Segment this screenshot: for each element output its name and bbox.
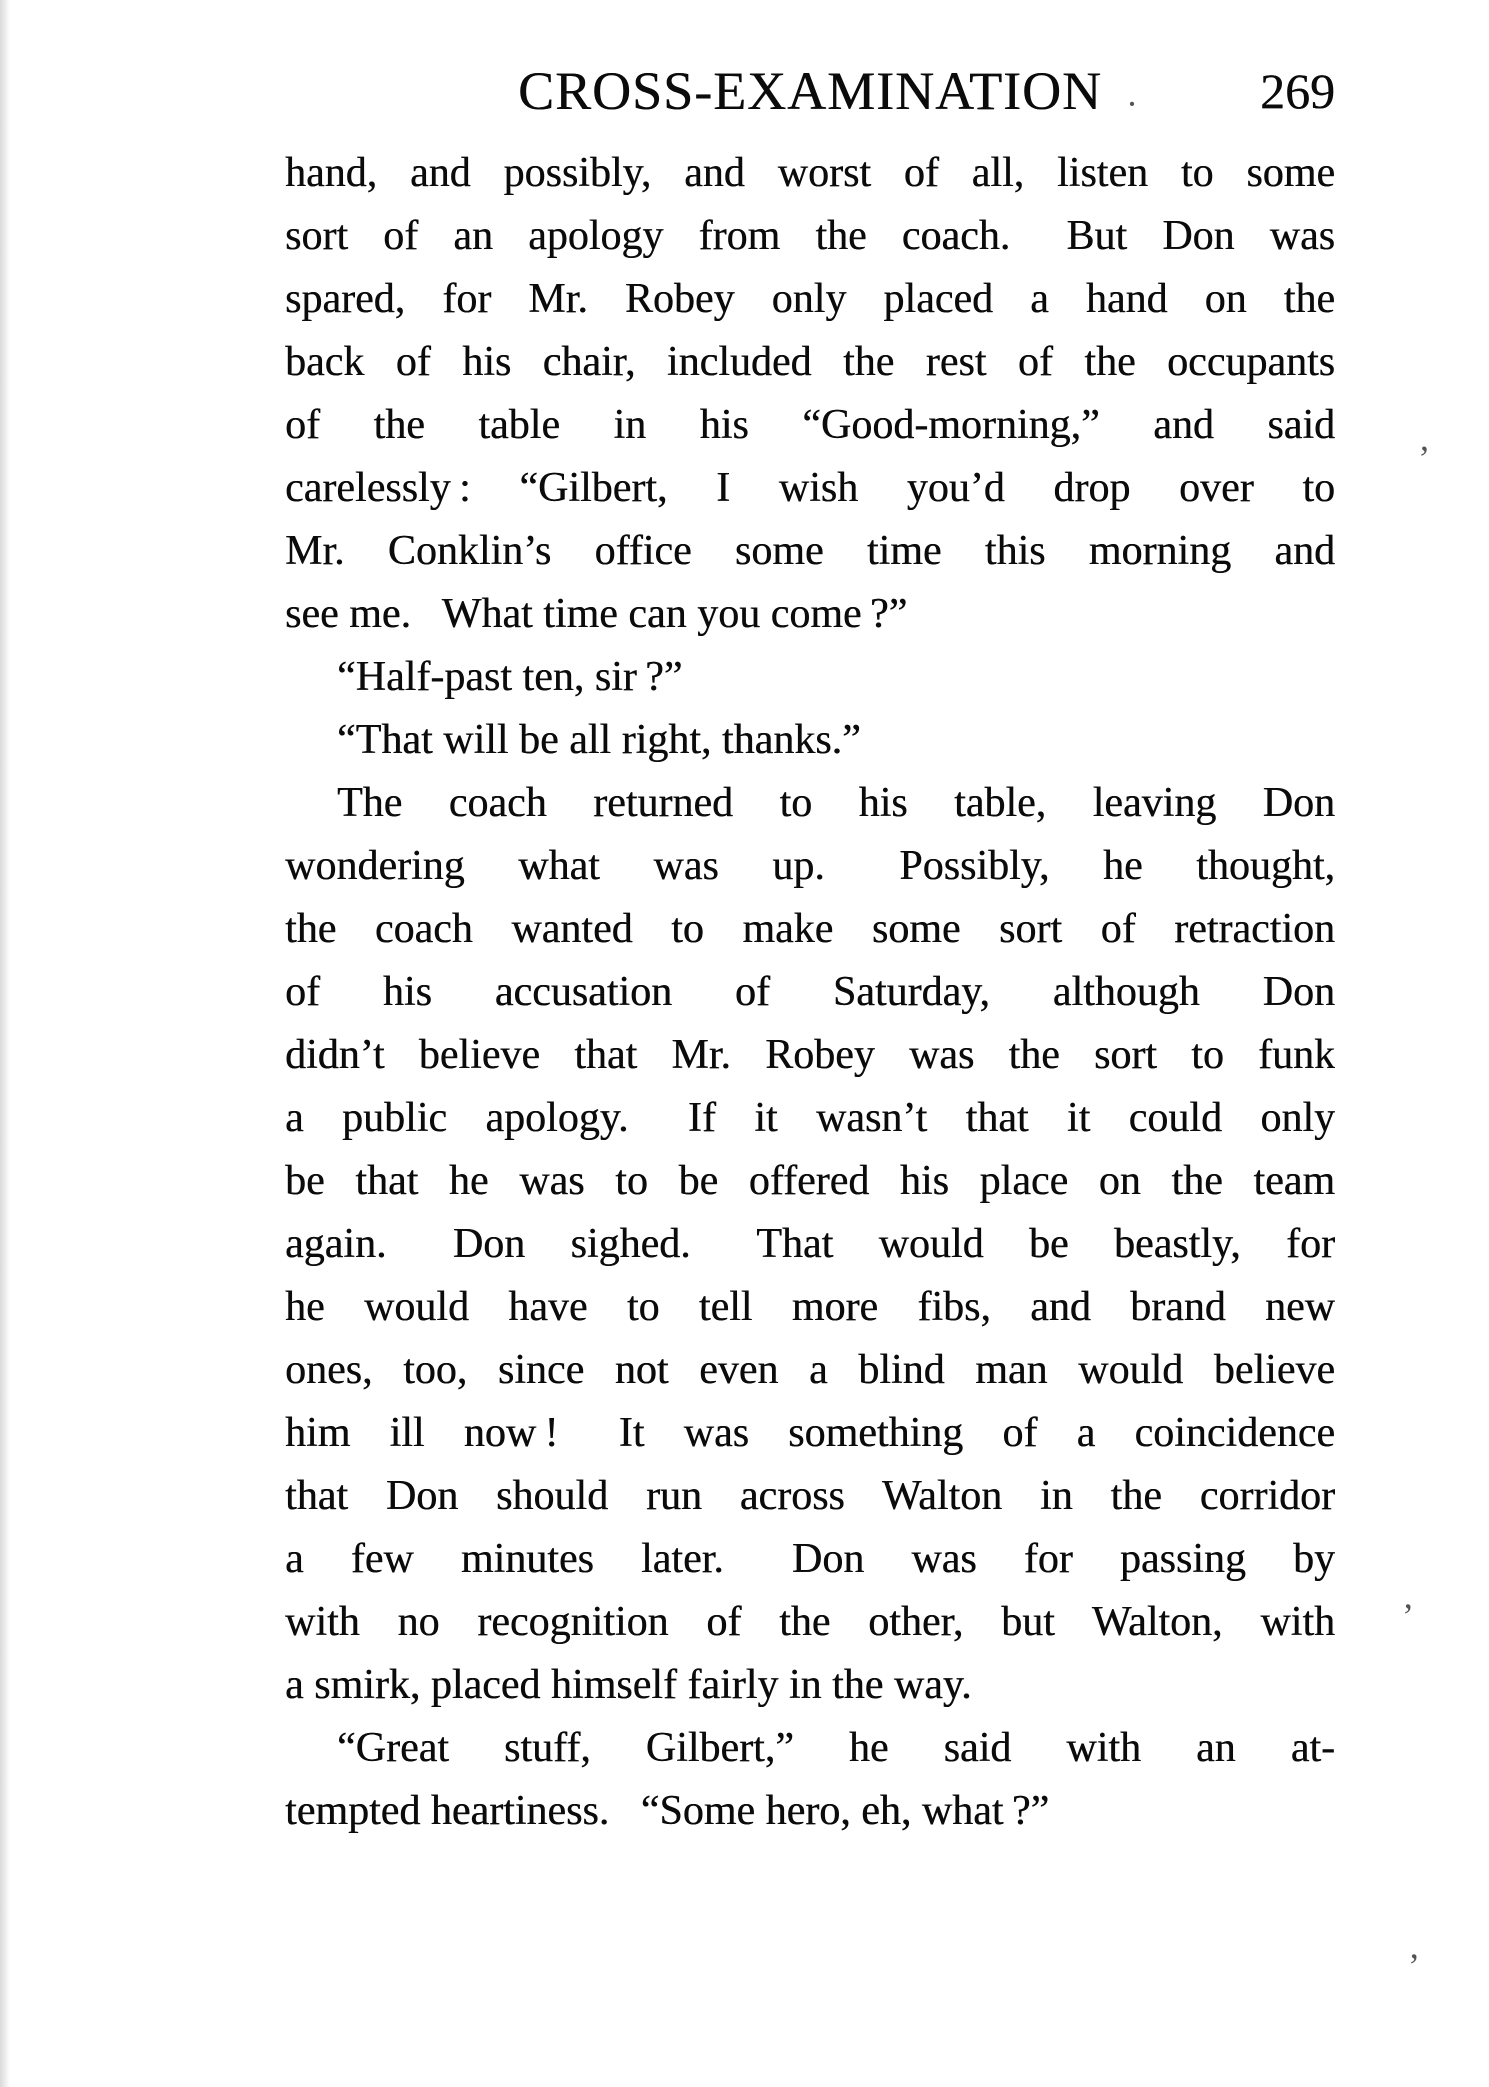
text-line: back of his chair, included the rest of the occupants <box>285 339 1335 385</box>
text-line: that Don should run across Walton in the corridor <box>285 1473 1335 1519</box>
text-line: of his accusation of Saturday, although Don <box>285 969 1335 1015</box>
scan-speck: , <box>1420 418 1429 458</box>
text-line: spared, for Mr. Robey only placed a hand on the <box>285 276 1335 322</box>
text-line: a few minutes later. Don was for passing by <box>285 1536 1335 1582</box>
text-line: again. Don sighed. That would be beastly, for <box>285 1221 1335 1267</box>
text-line: didn’t believe that Mr. Robey was the sort to funk <box>285 1032 1335 1078</box>
page-header <box>285 52 1335 122</box>
text-line: The coach returned to his table, leaving Don <box>337 780 1335 826</box>
text-line: hand, and possibly, and worst of all, listen to some <box>285 150 1335 196</box>
text-line: the coach wanted to make some sort of retraction <box>285 906 1335 952</box>
text-line: carelessly : “Gilbert, I wish you’d drop over to <box>285 465 1335 511</box>
text-line: him ill now ! It was something of a coincidence <box>285 1410 1335 1456</box>
text-line: sort of an apology from the coach. But Don was <box>285 213 1335 259</box>
text-line: see me. What time can you come ?” <box>285 591 908 637</box>
text-body <box>285 142 1335 1843</box>
text-line: a smirk, placed himself fairly in the way. <box>285 1662 972 1708</box>
scan-speck: · <box>1126 84 1138 124</box>
running-head-title: CROSS-EXAMINATION <box>517 61 1103 121</box>
text-block <box>285 52 1335 1843</box>
text-line: tempted heartiness. “Some hero, eh, what ?” <box>285 1788 1050 1834</box>
text-line: ones, too, since not even a blind man would believe <box>285 1347 1335 1393</box>
paragraph <box>285 646 1335 709</box>
page-number: 269 <box>1260 63 1335 119</box>
text-line: he would have to tell more fibs, and brand new <box>285 1284 1335 1330</box>
text-line: “That will be all right, thanks.” <box>337 717 861 763</box>
scan-speck: ’ <box>1408 1946 1420 1986</box>
text-line: “Half-past ten, sir ?” <box>337 654 683 700</box>
paragraph <box>285 709 1335 772</box>
text-line: Mr. Conklin’s office some time this morning and <box>285 528 1335 574</box>
text-line: wondering what was up. Possibly, he thought, <box>285 843 1335 889</box>
scan-speck: ’ <box>1402 1596 1414 1636</box>
text-line: be that he was to be offered his place on the team <box>285 1158 1335 1204</box>
text-line: “Great stuff, Gilbert,” he said with an at- <box>337 1725 1335 1771</box>
text-line: with no recognition of the other, but Walton, with <box>285 1599 1335 1645</box>
text-line: a public apology. If it wasn’t that it could only <box>285 1095 1335 1141</box>
paragraph <box>285 1717 1335 1843</box>
paragraph <box>285 142 1335 646</box>
paragraph <box>285 772 1335 1717</box>
text-line: of the table in his “Good-morning,” and said <box>285 402 1335 448</box>
